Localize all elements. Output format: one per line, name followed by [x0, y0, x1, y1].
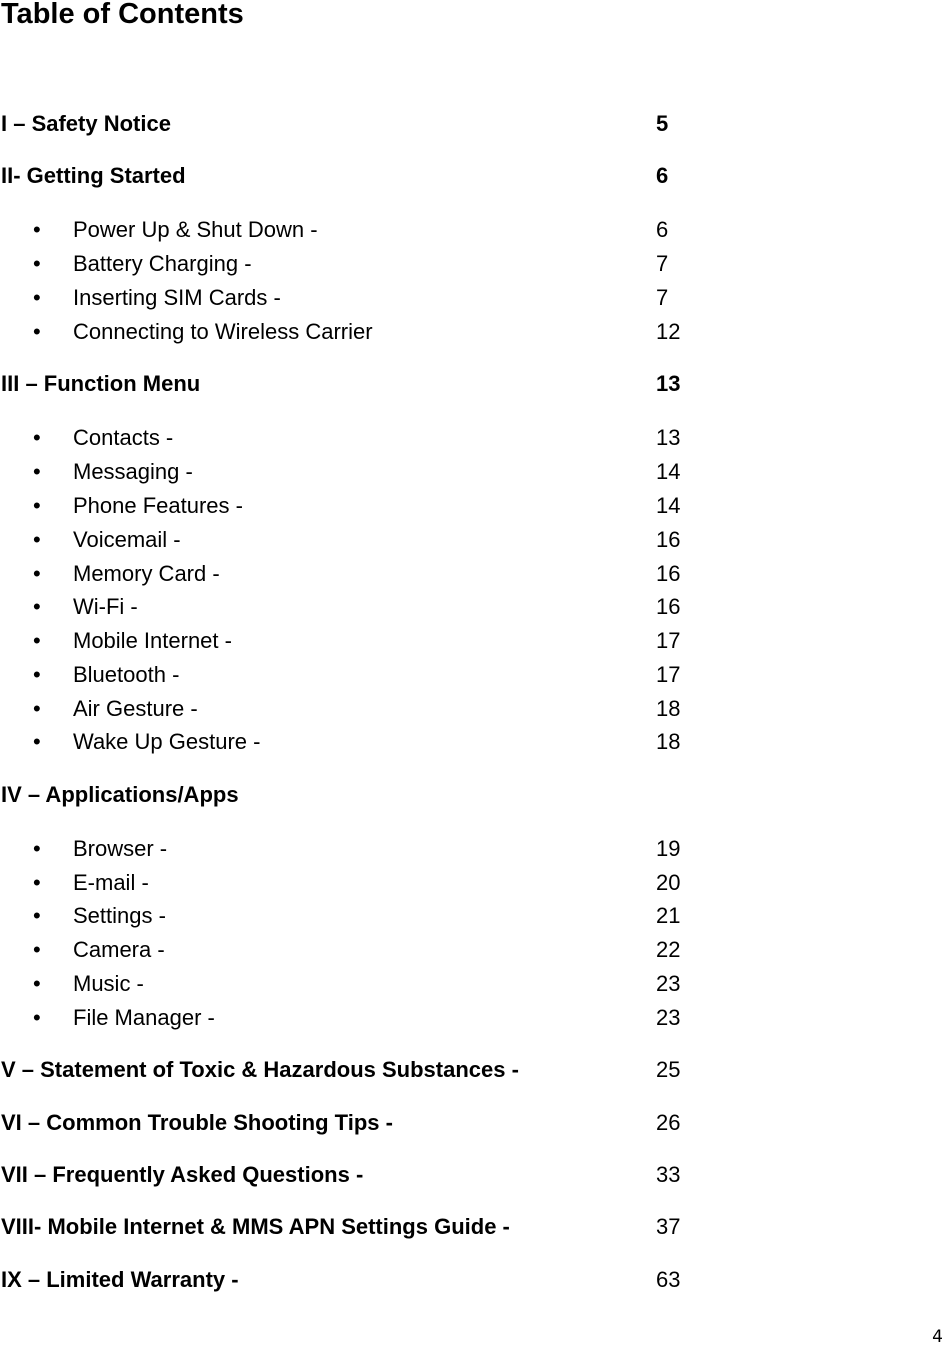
bullet-icon: • [33, 285, 41, 310]
toc-page-number: 13 [656, 425, 681, 450]
toc-section-label: IX – Limited Warranty - [1, 1267, 239, 1292]
toc-page-number: 63 [656, 1267, 681, 1292]
toc-item-camera[interactable] [0, 937, 947, 963]
toc-page-number: 7 [656, 251, 669, 276]
toc-page-number: 6 [656, 217, 669, 242]
toc-page-number: 22 [656, 937, 681, 962]
toc-page-number: 37 [656, 1214, 681, 1239]
toc-page-number: 16 [656, 527, 681, 552]
toc-page-number: 18 [656, 696, 681, 721]
toc-page-number: 16 [656, 594, 681, 619]
bullet-icon: • [33, 628, 41, 653]
toc-item-battery-charging[interactable] [0, 251, 947, 277]
toc-section-apn-settings[interactable] [0, 1214, 947, 1240]
toc-item-messaging[interactable] [0, 459, 947, 485]
bullet-icon: • [33, 251, 41, 276]
toc-item-label: Phone Features - [73, 493, 243, 518]
page-number: 4 [932, 1327, 943, 1347]
bullet-icon: • [33, 217, 41, 242]
bullet-icon: • [33, 870, 41, 895]
toc-page-number: 17 [656, 662, 681, 687]
toc-item-label: Bluetooth - [73, 662, 180, 687]
toc-page-number: 16 [656, 561, 681, 586]
toc-item-music[interactable] [0, 971, 947, 997]
toc-item-browser[interactable] [0, 836, 947, 862]
toc-item-contacts[interactable] [0, 425, 947, 451]
toc-item-label: Messaging - [73, 459, 193, 484]
toc-item-label: Battery Charging - [73, 251, 252, 276]
bullet-icon: • [33, 319, 41, 344]
bullet-icon: • [33, 1005, 41, 1030]
toc-item-power-up[interactable] [0, 217, 947, 243]
toc-item-label: Inserting SIM Cards - [73, 285, 281, 310]
toc-item-wifi[interactable] [0, 594, 947, 620]
toc-item-wake-up-gesture[interactable] [0, 729, 947, 755]
page-title: Table of Contents [1, 0, 244, 30]
toc-item-label: Music - [73, 971, 144, 996]
toc-item-label: E-mail - [73, 870, 149, 895]
toc-page-number: 14 [656, 459, 681, 484]
toc-item-phone-features[interactable] [0, 493, 947, 519]
bullet-icon: • [33, 937, 41, 962]
toc-page-number: 19 [656, 836, 681, 861]
toc-page-number: 17 [656, 628, 681, 653]
toc-item-label: Connecting to Wireless Carrier [73, 319, 373, 344]
bullet-icon: • [33, 903, 41, 928]
toc-item-file-manager[interactable] [0, 1005, 947, 1031]
bullet-icon: • [33, 971, 41, 996]
toc-item-label: Camera - [73, 937, 165, 962]
toc-page-number: 14 [656, 493, 681, 518]
toc-page-number: 20 [656, 870, 681, 895]
bullet-icon: • [33, 662, 41, 687]
bullet-icon: • [33, 459, 41, 484]
toc-section-limited-warranty[interactable] [0, 1267, 947, 1293]
toc-section-label: V – Statement of Toxic & Hazardous Substances - [1, 1057, 519, 1082]
toc-page-number: 12 [656, 319, 681, 344]
toc-item-label: Power Up & Shut Down - [73, 217, 318, 242]
toc-item-wireless-carrier[interactable] [0, 319, 947, 345]
toc-section-faq[interactable] [0, 1162, 947, 1188]
toc-item-label: Mobile Internet - [73, 628, 232, 653]
bullet-icon: • [33, 561, 41, 586]
toc-section-safety-notice[interactable] [0, 111, 947, 137]
toc-section-label: VII – Frequently Asked Questions - [1, 1162, 364, 1187]
toc-page-number: 18 [656, 729, 681, 754]
toc-item-mobile-internet[interactable] [0, 628, 947, 654]
toc-page-number: 5 [656, 111, 669, 136]
toc-page-number: 25 [656, 1057, 681, 1082]
toc-section-function-menu[interactable] [0, 371, 947, 397]
toc-item-label: Contacts - [73, 425, 174, 450]
bullet-icon: • [33, 527, 41, 552]
toc-section-label: VIII- Mobile Internet & MMS APN Settings Guide - [1, 1214, 510, 1239]
toc-section-label: II- Getting Started [1, 163, 186, 188]
toc-item-label: Browser - [73, 836, 168, 861]
toc-item-air-gesture[interactable] [0, 696, 947, 722]
toc-item-label: Voicemail - [73, 527, 181, 552]
toc-section-label: III – Function Menu [1, 371, 201, 396]
toc-page-number: 23 [656, 971, 681, 996]
toc-item-bluetooth[interactable] [0, 662, 947, 688]
toc-section-applications[interactable] [0, 782, 947, 808]
bullet-icon: • [33, 696, 41, 721]
toc-page-number: 33 [656, 1162, 681, 1187]
bullet-icon: • [33, 594, 41, 619]
toc-section-label: IV – Applications/Apps [1, 782, 239, 807]
bullet-icon: • [33, 836, 41, 861]
toc-section-getting-started[interactable] [0, 163, 947, 189]
bullet-icon: • [33, 425, 41, 450]
bullet-icon: • [33, 729, 41, 754]
toc-item-settings[interactable] [0, 903, 947, 929]
toc-page-number: 7 [656, 285, 669, 310]
toc-page-number: 21 [656, 903, 681, 928]
toc-item-label: Settings - [73, 903, 166, 928]
toc-item-label: Wi-Fi - [73, 594, 138, 619]
toc-section-label: VI – Common Trouble Shooting Tips - [1, 1110, 393, 1135]
toc-item-email[interactable] [0, 870, 947, 896]
toc-item-voicemail[interactable] [0, 527, 947, 553]
toc-section-label: I – Safety Notice [1, 111, 171, 136]
toc-item-memory-card[interactable] [0, 561, 947, 587]
toc-section-troubleshooting[interactable] [0, 1110, 947, 1136]
toc-item-label: Air Gesture - [73, 696, 198, 721]
toc-section-toxic-substances[interactable] [0, 1057, 947, 1083]
toc-page-number: 26 [656, 1110, 681, 1135]
bullet-icon: • [33, 493, 41, 518]
toc-item-label: File Manager - [73, 1005, 215, 1030]
toc-page-number: 23 [656, 1005, 681, 1030]
toc-item-label: Wake Up Gesture - [73, 729, 261, 754]
toc-page-number: 13 [656, 371, 681, 396]
toc-page-number: 6 [656, 163, 669, 188]
toc-item-label: Memory Card - [73, 561, 220, 586]
toc-item-sim-cards[interactable] [0, 285, 947, 311]
